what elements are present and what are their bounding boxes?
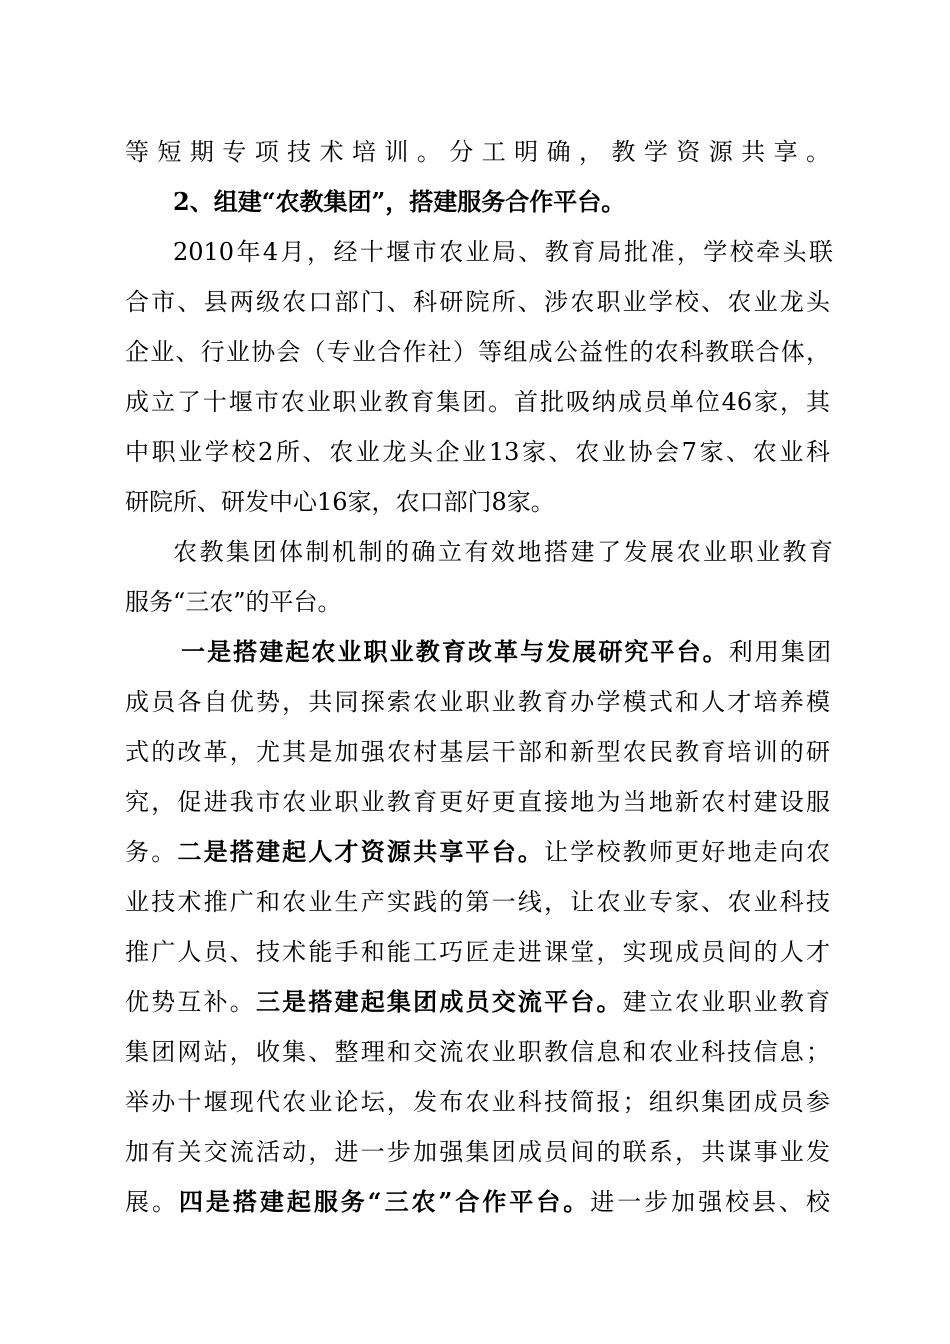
text-run: 成立了十堰市农业职业教育集团。首批吸纳成员单位46家，其 (125, 388, 830, 416)
text-run: 集团网站，收集、整理和交流农业职教信息和农业科技信息； (125, 1038, 830, 1066)
bold-text-run: 三是搭建起集团成员交流平台。 (255, 987, 623, 1016)
text-run: 业技术推广和农业生产实践的第一线，让农业专家、农业科技 (125, 888, 830, 916)
paragraph-line (125, 1082, 830, 1122)
text-run: 合市、县两级农口部门、科研院所、涉农职业学校、农业龙头 (125, 288, 830, 316)
text-run: 等短期专项技术培训。分工明确，教学资源共享。 (125, 138, 830, 166)
paragraph-line (125, 332, 830, 372)
text-run: 农教集团体制机制的确立有效地搭建了发展农业职业教育 (173, 538, 833, 566)
paragraph-line (125, 782, 830, 822)
section-heading (173, 182, 833, 222)
paragraph-line (173, 532, 833, 572)
text-run: 利用集团 (728, 638, 831, 666)
text-run: 让学校教师更好地走向农 (544, 838, 830, 866)
paragraph-line (125, 882, 830, 922)
text-run: 推广人员、技术能手和能工巧匠走进课堂，实现成员间的人才 (125, 938, 830, 966)
paragraph-line (125, 982, 830, 1022)
text-run: 究，促进我市农业职业教育更好更直接地为当地新农村建设服 (125, 788, 830, 816)
paragraph-line (125, 1032, 830, 1072)
bold-text-run: 2、组建“农教集团”，搭建服务合作平台。 (173, 187, 626, 216)
bold-text-run: 四是搭建起服务“三农”合作平台。 (178, 1187, 591, 1216)
text-run: 展。 (125, 1188, 179, 1216)
paragraph-line (125, 382, 830, 422)
text-run: 式的改革，尤其是加强农村基层干部和新型农民教育培训的研 (125, 738, 830, 766)
bold-text-run: 一是搭建起农业职业教育改革与发展研究平台。 (181, 637, 729, 666)
paragraph-line (125, 932, 830, 972)
paragraph-line (125, 732, 830, 772)
text-run: 2010年4月，经十堰市农业局、教育局批准，学校牵头联 (173, 238, 833, 266)
paragraph-line (125, 482, 830, 522)
text-run: 研院所、研发中心16家，农口部门8家。 (125, 488, 555, 516)
text-run: 进一步加强校县、校 (590, 1188, 830, 1216)
paragraph-line (125, 282, 830, 322)
paragraph-line (173, 232, 833, 272)
text-run: 服务“三农”的平台。 (125, 588, 342, 616)
text-run: 举办十堰现代农业论坛，发布农业科技简报；组织集团成员参 (125, 1088, 830, 1116)
paragraph-line (125, 582, 830, 622)
paragraph-line (181, 632, 831, 672)
text-run: 企业、行业协会（专业合作社）等组成公益性的农科教联合体， (125, 338, 830, 366)
paragraph-line (125, 682, 830, 722)
paragraph-line (125, 432, 830, 472)
text-run: 成员各自优势，共同探索农业职业教育办学模式和人才培养模 (125, 688, 830, 716)
paragraph-line (125, 132, 830, 172)
text-run: 优势互补。 (125, 988, 256, 1016)
paragraph-line (125, 1182, 830, 1222)
text-run: 中职业学校2所、农业龙头企业13家、农业协会7家、农业科 (125, 438, 830, 466)
paragraph-line (125, 832, 830, 872)
text-run: 加有关交流活动，进一步加强集团成员间的联系，共谋事业发 (125, 1138, 830, 1166)
paragraph-line (125, 1132, 830, 1172)
text-run: 务。 (125, 838, 178, 866)
bold-text-run: 二是搭建起人才资源共享平台。 (177, 837, 545, 866)
text-run: 建立农业职业教育 (622, 988, 830, 1016)
